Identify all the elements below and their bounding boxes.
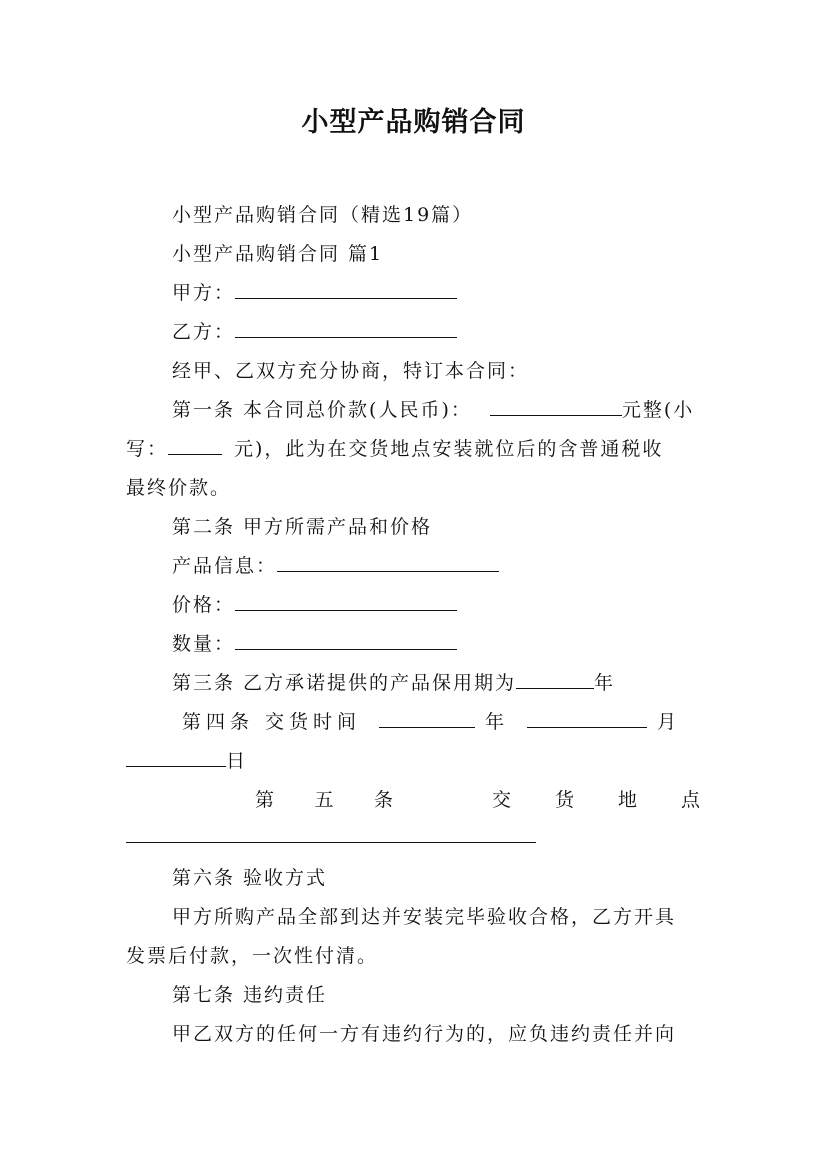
- document-title: 小型产品购销合同: [301, 107, 526, 138]
- article-1-continuation: 元)，此为在交货地点安装就位后的含普通税收: [234, 438, 664, 460]
- article-4-line: [182, 707, 702, 734]
- price-line: [172, 590, 702, 617]
- article-6-heading: 第六条 验收方式: [172, 867, 328, 889]
- subtitle-line: 小型产品购销合同（精选19篇）: [172, 204, 474, 226]
- price-label: 价格：: [172, 594, 236, 616]
- article-5-char: 点: [680, 789, 702, 811]
- article-6-body-2: 发票后付款，一次性付清。: [126, 945, 379, 967]
- delivery-day-label: 日: [226, 750, 248, 772]
- quantity-label: 数量：: [172, 633, 236, 655]
- delivery-month-blank: [527, 709, 647, 728]
- article-5-char: 五: [314, 789, 336, 811]
- price-blank: [235, 592, 457, 611]
- article-1-line-3: 最终价款。: [126, 477, 232, 499]
- article-5-char: 地: [617, 789, 639, 811]
- quantity-line: [172, 629, 702, 656]
- article-3-year-label: 年: [594, 672, 616, 694]
- article-5-char: 条: [373, 789, 395, 811]
- article-5-label: [255, 785, 395, 812]
- product-info-line: [172, 551, 702, 578]
- article-1-line-1: [172, 395, 702, 422]
- article-1-suffix: 元整(小: [621, 399, 695, 421]
- party-b-label: 乙方：: [172, 321, 236, 343]
- article-5-line-2: [126, 824, 702, 848]
- article-7-heading: 第七条 违约责任: [172, 984, 328, 1006]
- party-a-label: 甲方：: [172, 282, 236, 304]
- article-7-body-1: 甲乙双方的任何一方有违约行为的，应负违约责任并向: [172, 1023, 677, 1045]
- preamble-line: 经甲、乙双方充分协商，特订本合同：: [172, 360, 530, 382]
- article-5-line: [255, 785, 702, 812]
- product-info-label: 产品信息：: [172, 555, 278, 577]
- delivery-day-blank: [126, 748, 226, 767]
- article-5-char: 货: [554, 789, 576, 811]
- article-5-char: 交: [492, 789, 514, 811]
- total-amount-blank: [490, 397, 622, 416]
- article-1-written-label: 写：: [126, 438, 169, 460]
- party-a-line: [172, 278, 702, 305]
- quantity-blank: [235, 631, 457, 650]
- party-b-line: [172, 317, 702, 344]
- article-6-body-1: 甲方所购产品全部到达并安装完毕验收合格，乙方开具: [172, 906, 677, 928]
- section-heading: 小型产品购销合同 篇1: [172, 243, 384, 265]
- product-info-blank: [277, 553, 499, 572]
- party-b-blank: [235, 319, 457, 338]
- written-amount-blank: [168, 436, 222, 455]
- article-4-line-2: [126, 746, 702, 773]
- article-2-heading: 第二条 甲方所需产品和价格: [172, 516, 433, 538]
- delivery-month-label: 月: [657, 711, 682, 733]
- warranty-years-blank: [516, 670, 594, 689]
- article-4-text: 第四条 交货时间: [182, 711, 362, 733]
- party-a-blank: [235, 280, 457, 299]
- delivery-year-label: 年: [485, 711, 510, 733]
- article-1-line-2: [126, 434, 702, 461]
- article-5-subject: [492, 785, 702, 812]
- delivery-year-blank: [379, 709, 475, 728]
- article-3-text: 第三条 乙方承诺提供的产品保用期为: [172, 672, 517, 694]
- article-1-text: 第一条 本合同总价款(人民币)：: [172, 399, 472, 421]
- article-5-char: 第: [255, 789, 277, 811]
- delivery-location-blank: [126, 824, 536, 843]
- article-3-line: [172, 668, 702, 695]
